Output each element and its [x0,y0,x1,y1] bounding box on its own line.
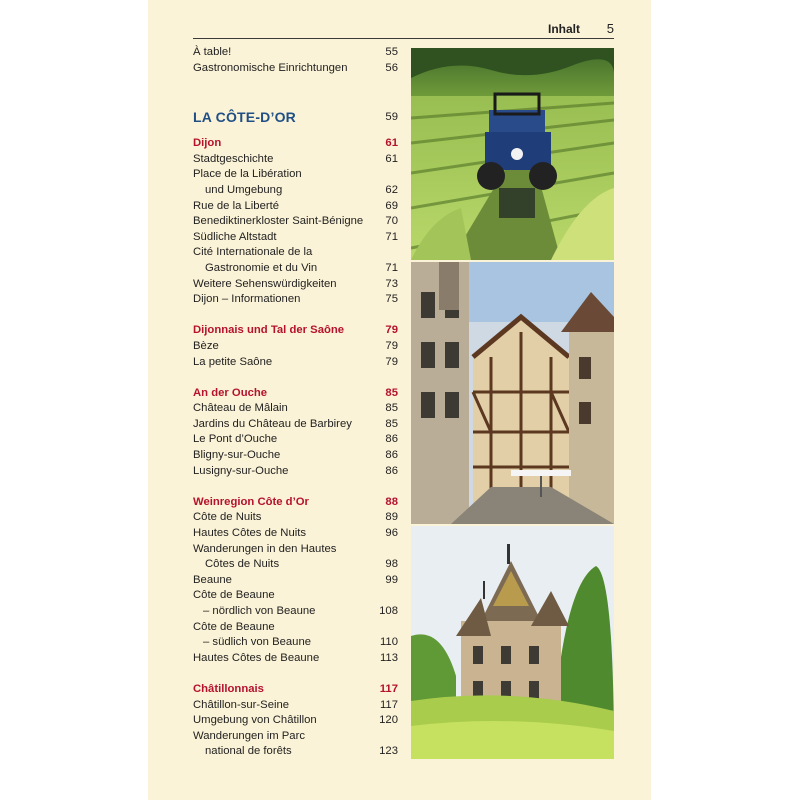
toc-section [193,136,398,152]
toc-entry-page: 108 [379,605,398,617]
running-header [193,20,614,39]
toc-entry-page: 99 [385,573,398,586]
toc-entry-title: Dijonnais und Tal der Saône [193,324,345,337]
toc-entry-title: Bligny-sur-Ouche [193,449,281,462]
toc-entry [193,510,398,526]
toc-entry-page: 85 [385,417,398,430]
toc-entry-title: Cité Internationale de la [193,246,313,259]
toc-entry [193,698,398,714]
toc-entry-page: 98 [385,558,398,571]
toc-entry [193,588,398,604]
toc-entry-page: 117 [379,698,398,711]
toc-section [193,386,398,402]
toc-entry [193,339,398,355]
toc-entry-page: 117 [379,682,398,695]
toc-entry [193,651,398,667]
toc-entry [193,464,398,480]
toc-entry-title: Wanderungen in den Hautes [193,542,337,555]
toc-entry-title: Dijon [193,137,222,150]
toc-entry-title: Rue de la Liberté [193,199,280,212]
toc-entry-title: Côte de Nuits [193,511,262,524]
toc-entry-title: Weinregion Côte d’Or [193,495,309,508]
toc-entry-page: 79 [385,324,398,337]
toc-entry-title: Wanderungen im Parc [193,729,305,742]
toc-entry-title: An der Ouche [193,386,268,399]
toc-entry-page: 56 [385,61,398,74]
toc-section [193,323,398,339]
toc-entry-page: 55 [385,46,398,58]
toc-entry-title: Lusigny-sur-Ouche [193,464,289,477]
toc-entry [193,401,398,417]
toc-entry-title: Dijon – Informationen [193,293,301,306]
toc-entry-page: 86 [385,433,398,446]
toc-entry [193,277,398,293]
toc-entry [193,573,398,589]
toc-entry [193,542,398,558]
toc-entry-title: – südlich von Beaune [203,636,312,649]
toc-entry [193,292,398,308]
toc-entry-title: Gastronomie et du Vin [205,261,318,274]
toc-entry-title: Umgebung von Châtillon [193,714,317,727]
toc-entry [193,261,398,277]
toc-entry-page: 75 [385,293,398,306]
toc-entry-page: 73 [385,277,398,290]
toc-chapter [193,106,398,128]
toc-entry [193,214,398,230]
toc-entry [193,167,398,183]
toc-entry-page: 79 [385,355,398,368]
toc-entry-title: national de forêts [205,745,292,758]
toc-entry [193,61,398,77]
toc-entry [193,604,398,620]
toc-entry-page: 88 [385,495,398,508]
toc-entry [193,526,398,542]
photo-chateau [411,526,614,759]
toc-entry [193,448,398,464]
toc-entry-title: Côte de Beaune [193,589,275,602]
toc-entry-page: 86 [385,464,398,477]
toc-spacer [193,308,398,324]
toc-entry [193,713,398,729]
toc-spacer [193,479,398,495]
toc-entry [193,199,398,215]
toc-section [193,495,398,511]
toc-entry-page: 59 [385,111,398,124]
toc-entry-page: 86 [385,449,398,462]
toc-entry [193,183,398,199]
toc-entry-title: Benediktinerkloster Saint-Bénigne [193,215,364,228]
toc-entry-title: Châtillon-sur-Seine [193,698,290,711]
toc-entry [193,432,398,448]
toc-entry-page: 123 [379,745,398,758]
toc-entry-title: Stadtgeschichte [193,152,274,165]
toc-spacer [193,76,398,106]
toc-entry-title: – nördlich von Beaune [203,605,316,617]
toc-entry-title: Château de Mâlain [193,402,288,415]
toc-entry [193,152,398,168]
header-page-number: 5 [606,21,614,36]
toc-entry-page: 61 [385,137,398,150]
toc-entry-title: Côte de Beaune [193,620,275,633]
toc-entry-page: 79 [385,339,398,352]
toc-entry-title: Südliche Altstadt [193,230,277,243]
toc-entry-title: LA CÔTE-D’OR [193,109,296,126]
toc-entry [193,417,398,433]
photo-dijon-street [411,262,614,524]
toc-entry-page: 89 [385,511,398,524]
toc-spacer [193,666,398,682]
toc-entry-title: Châtillonnais [193,682,264,695]
toc-entry-page: 85 [385,386,398,399]
toc-entry-title: Bèze [193,339,219,352]
toc-entry [193,620,398,636]
toc-entry [193,635,398,651]
header-title: Inhalt [548,22,580,36]
photo-vineyard-tractor [411,48,614,260]
toc-entry-title: Beaune [193,573,232,586]
toc-entry-title: À table! [193,46,232,58]
toc-entry-page: 96 [385,527,398,540]
toc-entry-title: Place de la Libération [193,168,302,181]
toc-entry-title: Weitere Sehenswürdigkeiten [193,277,337,290]
toc-entry-title: La petite Saône [193,355,273,368]
toc-entry [193,744,398,760]
toc-entry [193,557,398,573]
toc-entry-page: 62 [385,183,398,196]
toc-entry-title: Le Pont d’Ouche [193,433,278,446]
toc-entry-page: 61 [385,152,398,165]
toc-entry [193,729,398,745]
toc-entry-page: 71 [385,230,398,243]
toc-entry-title: Hautes Côtes de Nuits [193,527,307,540]
toc-entry-page: 113 [379,651,398,664]
toc-entry [193,245,398,261]
toc-spacer [193,370,398,386]
toc-entry-page: 110 [379,636,398,649]
toc-entry [193,355,398,371]
toc-entry-title: Hautes Côtes de Beaune [193,651,320,664]
toc-entry [193,230,398,246]
toc-entry-page: 70 [385,215,398,228]
toc-entry-title: Gastronomische Einrichtungen [193,61,348,74]
toc-entry-page: 69 [385,199,398,212]
toc-entry-title: Jardins du Château de Barbirey [193,417,352,430]
toc-entry [193,45,398,61]
table-of-contents [193,45,398,760]
toc-section [193,682,398,698]
toc-entry-page: 85 [385,402,398,415]
toc-spacer [193,128,398,136]
toc-entry-page: 120 [379,714,398,727]
toc-entry-title: Côtes de Nuits [205,558,280,571]
toc-entry-page: 71 [385,261,398,274]
toc-entry-title: und Umgebung [205,183,283,196]
